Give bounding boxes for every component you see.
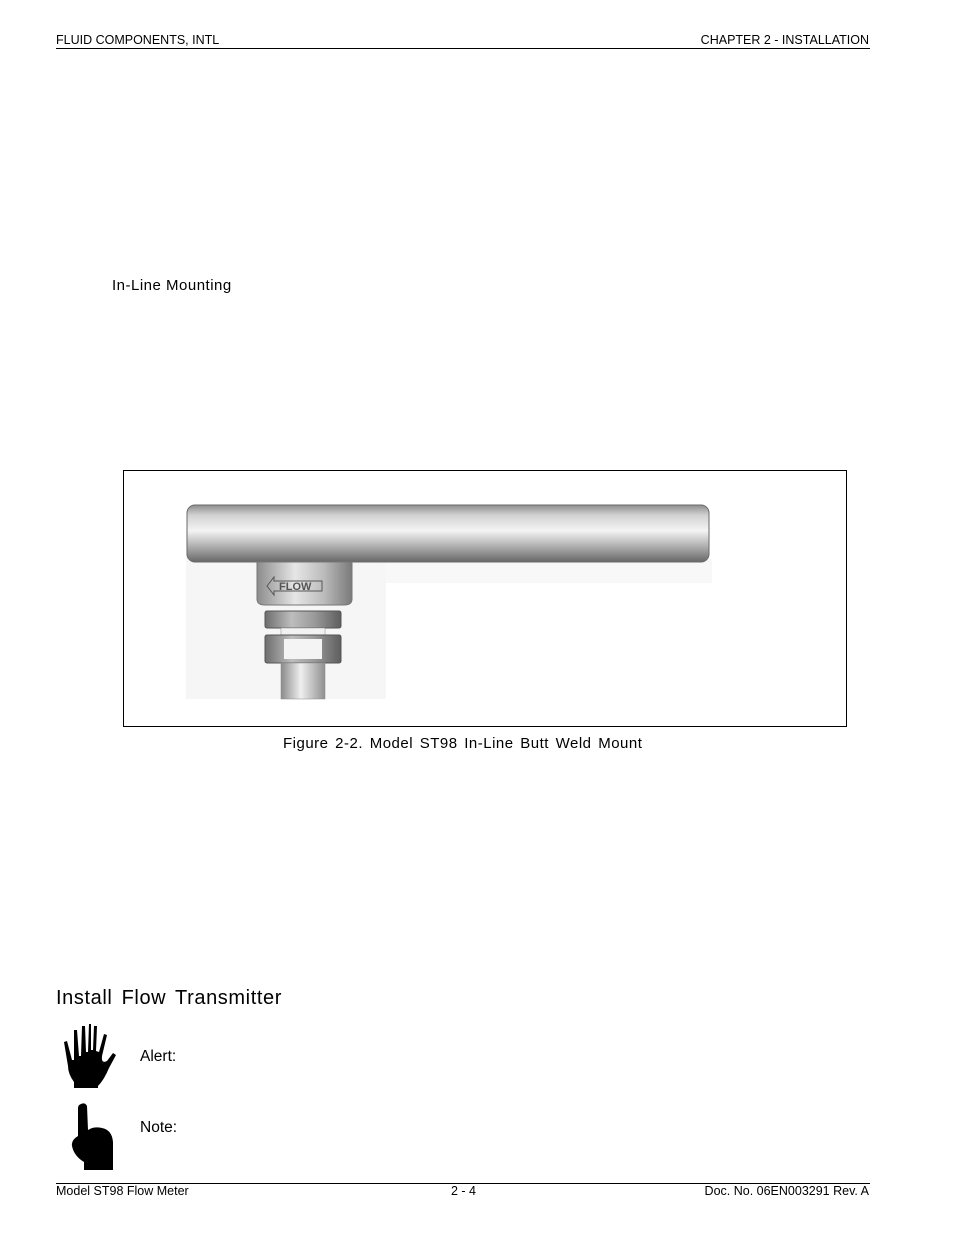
header-company: FLUID COMPONENTS, INTL: [56, 33, 220, 47]
figure-caption: Figure 2-2. Model ST98 In-Line Butt Weld Mount: [283, 735, 643, 752]
alert-label: Alert:: [140, 1048, 177, 1065]
footer-page-number: 2 - 4: [451, 1184, 477, 1198]
note-label: Note:: [140, 1119, 178, 1136]
footer-model: Model ST98 Flow Meter: [56, 1184, 189, 1198]
section-label: In-Line Mounting: [112, 277, 232, 294]
figure-frame: [123, 470, 847, 727]
pointing-finger-icon: [68, 1102, 116, 1172]
section-heading: Install Flow Transmitter: [56, 987, 283, 1009]
inline-butt-weld-mount-illustration: [124, 471, 845, 725]
header-rule: [56, 48, 870, 49]
raised-hand-icon: [60, 1022, 116, 1090]
flow-arrow-label: FLOW: [279, 581, 312, 593]
header-chapter: CHAPTER 2 - INSTALLATION: [700, 33, 869, 47]
footer-doc-number: Doc. No. 06EN003291 Rev. A: [704, 1184, 869, 1198]
